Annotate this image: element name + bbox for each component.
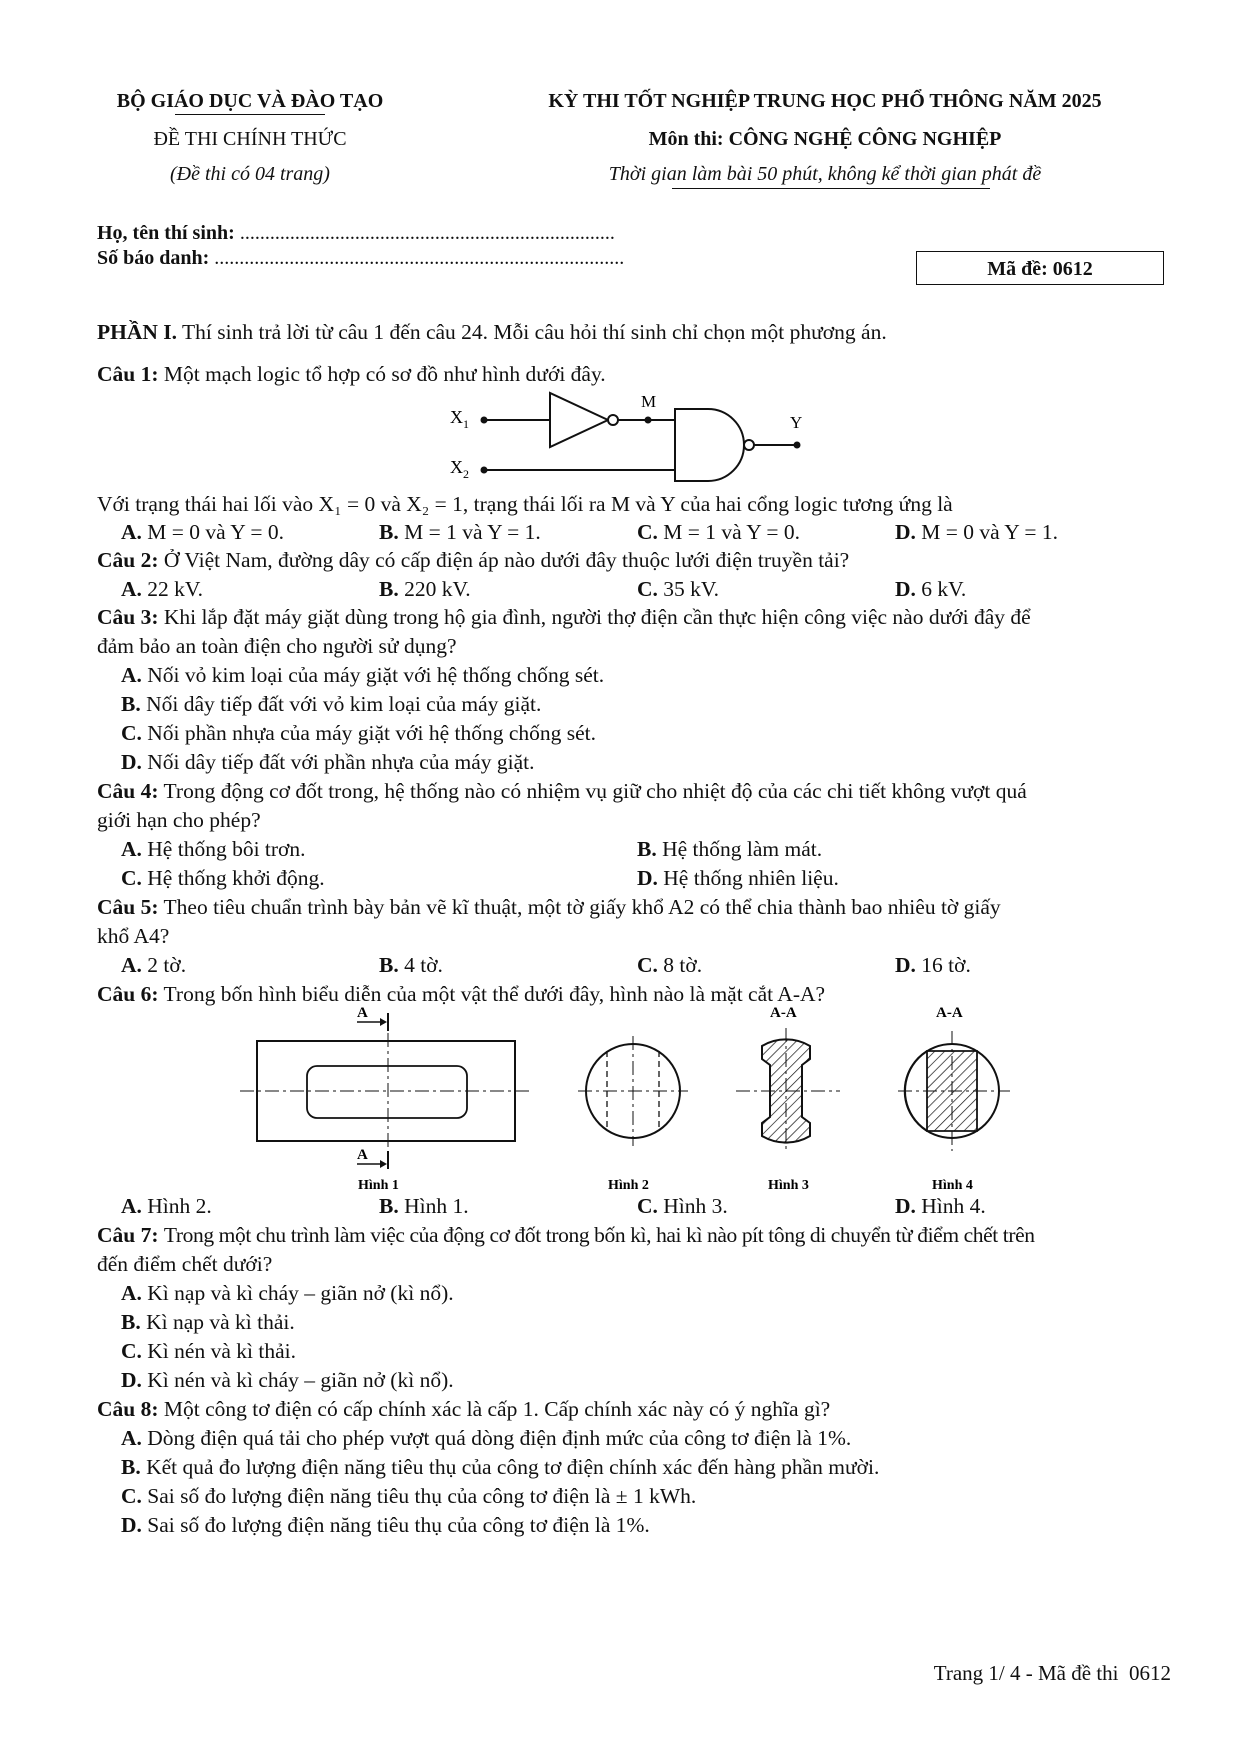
q5-option-b[interactable]: B. 4 tờ. — [379, 953, 443, 977]
q7-option-b[interactable]: B. Kì nạp và kì thải. — [121, 1310, 295, 1334]
candidate-id-label: Số báo danh: — [97, 247, 210, 269]
fig4-caption: Hình 4 — [932, 1178, 973, 1193]
ministry-underline — [175, 114, 325, 115]
q3-option-d[interactable]: D. Nối dây tiếp đất với phần nhựa của máy giặt. — [121, 750, 535, 774]
q6-option-c[interactable]: C. Hình 3. — [637, 1194, 728, 1218]
subject-line — [505, 128, 1145, 151]
q5-text: Theo tiêu chuẩn trình bày bản vẽ kĩ thuật, một tờ giấy khổ A2 có thể chia thành bao nhiêu tờ giấy — [163, 895, 1001, 919]
q4-stem-2: giới hạn cho phép? — [97, 808, 261, 832]
q6-text: Trong bốn hình biểu diễn của một vật thể dưới đây, hình nào là mặt cắt A-A? — [163, 982, 826, 1006]
y-label: Y — [790, 413, 803, 432]
q2-option-b[interactable]: B. 220 kV. — [379, 577, 471, 601]
q5-option-d[interactable]: D. 16 tờ. — [895, 953, 971, 977]
q8-option-b[interactable]: B. Kết quả đo lượng điện năng tiêu thụ của công tơ điện chính xác đến hàng phần mười. — [121, 1455, 880, 1479]
q6-number: Câu 6: — [97, 982, 159, 1006]
nand-bubble — [744, 440, 754, 450]
q8-option-a[interactable]: A. Dòng điện quá tải cho phép vượt quá dòng điện định mức của công tơ điện là 1%. — [121, 1426, 852, 1450]
subject-name: CÔNG NGHỆ CÔNG NGHIỆP — [728, 128, 1002, 150]
q1-stem — [97, 362, 606, 387]
q3-option-a[interactable]: A. Nối vỏ kim loại của máy giặt với hệ thống chống sét. — [121, 663, 605, 687]
q4-number: Câu 4: — [97, 779, 159, 803]
figure-1 — [240, 1005, 530, 1169]
q5-option-c[interactable]: C. 8 tờ. — [637, 953, 703, 977]
q2-text: Ở Việt Nam, đường dây có cấp điện áp nào dưới đây thuộc lưới điện truyền tải? — [163, 548, 850, 572]
q2-number: Câu 2: — [97, 548, 159, 572]
q5-stem — [97, 895, 1001, 920]
q7-stem-2: đến điểm chết dưới? — [97, 1252, 273, 1276]
q1-option-a[interactable]: A. M = 0 và Y = 0. — [121, 520, 284, 544]
x1-label: $X_1$ — [450, 407, 469, 431]
cut-label-top: A — [357, 1005, 368, 1021]
q7-stem — [97, 1223, 1035, 1248]
fig2-caption: Hình 2 — [608, 1178, 649, 1193]
part1-text: Thí sinh trả lời từ câu 1 đến câu 24. Mỗi câu hỏi thí sinh chỉ chọn một phương án. — [182, 320, 887, 344]
q1-option-d[interactable]: D. M = 0 và Y = 1. — [895, 520, 1058, 544]
q4-stem — [97, 779, 1027, 804]
q3-option-b[interactable]: B. Nối dây tiếp đất với vỏ kim loại của máy giặt. — [121, 692, 542, 716]
exam-code-value: 0612 — [1052, 258, 1093, 280]
cut-label-bottom: A — [357, 1147, 368, 1163]
nand-gate — [675, 409, 744, 481]
q1-option-c[interactable]: C. M = 1 và Y = 0. — [637, 520, 800, 544]
q3-option-c[interactable]: C. Nối phần nhựa của máy giặt với hệ thống chống sét. — [121, 721, 597, 745]
part1-title: PHẦN I. — [97, 320, 178, 344]
time-underline — [672, 188, 990, 189]
candidate-name-label: Họ, tên thí sinh: — [97, 222, 235, 244]
q2-option-c[interactable]: C. 35 kV. — [637, 577, 720, 601]
q6-option-d[interactable]: D. Hình 4. — [895, 1194, 986, 1218]
q1-stem-2: Với trạng thái hai lối vào X₁ = 0 và X₂ = 1, trạng thái lối ra M và Y của hai cổng logic tương ứng là — [97, 492, 953, 516]
page-count-note: (Đề thi có 04 trang) — [170, 163, 330, 185]
page-footer: Trang 1/ 4 - Mã đề thi 0612 — [933, 1661, 1171, 1685]
x2-label: $X_2$ — [450, 457, 469, 481]
fig1-caption: Hình 1 — [358, 1178, 399, 1193]
q3-number: Câu 3: — [97, 605, 159, 629]
time-note: Thời gian làm bài 50 phút, không kể thời gian phát đề — [608, 163, 1042, 185]
q7-text: Trong một chu trình làm việc của động cơ đốt trong bốn kì, hai kì nào pít tông di chuyển từ điểm chết trên — [163, 1223, 1035, 1247]
subject-label: Môn thi: — [648, 128, 724, 150]
figure-4 — [898, 1005, 1010, 1151]
section-label-fig3: A-A — [770, 1005, 797, 1021]
figure-2 — [578, 1036, 688, 1146]
candidate-name-line — [97, 222, 615, 245]
q2-stem — [97, 548, 849, 573]
exam-code-box — [916, 251, 1164, 285]
section-view-figures — [240, 1003, 1030, 1193]
logic-circuit-diagram — [440, 385, 820, 485]
fig3-caption: Hình 3 — [768, 1178, 809, 1193]
ministry-name: BỘ GIÁO DỤC VÀ ĐÀO TẠO — [116, 90, 384, 112]
q4-option-a[interactable]: A. Hệ thống bôi trơn. — [121, 837, 306, 861]
not-gate — [550, 393, 608, 447]
q4-option-d[interactable]: D. Hệ thống nhiên liệu. — [637, 866, 839, 890]
q6-option-a[interactable]: A. Hình 2. — [121, 1194, 212, 1218]
q8-stem — [97, 1397, 830, 1422]
q8-number: Câu 8: — [97, 1397, 159, 1421]
candidate-id-field[interactable]: .................................................................................. — [214, 247, 625, 269]
q6-option-b[interactable]: B. Hình 1. — [379, 1194, 469, 1218]
q4-option-c[interactable]: C. Hệ thống khởi động. — [121, 866, 325, 890]
q3-stem-2: đảm bảo an toàn điện cho người sử dụng? — [97, 634, 457, 658]
q1-text: Một mạch logic tổ hợp có sơ đồ như hình dưới đây. — [163, 362, 606, 386]
q1-number: Câu 1: — [97, 362, 159, 386]
candidate-name-field[interactable]: ........................................................................... — [239, 222, 615, 244]
q2-option-d[interactable]: D. 6 kV. — [895, 577, 967, 601]
q5-number: Câu 5: — [97, 895, 159, 919]
q5-option-a[interactable]: A. 2 tờ. — [121, 953, 187, 977]
q7-number: Câu 7: — [97, 1223, 159, 1247]
q5-stem-2: khổ A4? — [97, 924, 170, 948]
q3-text: Khi lắp đặt máy giặt dùng trong hộ gia đình, người thợ điện cần thực hiện công việc nào dưới đây để — [163, 605, 1031, 629]
section-label-fig4: A-A — [936, 1005, 963, 1021]
part1-instructions — [97, 320, 887, 345]
q2-option-a[interactable]: A. 22 kV. — [121, 577, 204, 601]
q7-option-c[interactable]: C. Kì nén và kì thải. — [121, 1339, 296, 1363]
q4-text: Trong động cơ đốt trong, hệ thống nào có nhiệm vụ giữ cho nhiệt độ của các chi tiết không vượt quá — [163, 779, 1027, 803]
figure-3 — [736, 1005, 840, 1153]
exam-title: KỲ THI TỐT NGHIỆP TRUNG HỌC PHỔ THÔNG NĂM 2025 — [548, 90, 1102, 112]
q7-option-a[interactable]: A. Kì nạp và kì cháy – giãn nở (kì nổ). — [121, 1281, 454, 1305]
q7-option-d[interactable]: D. Kì nén và kì cháy – giãn nở (kì nổ). — [121, 1368, 454, 1392]
not-bubble — [608, 415, 618, 425]
q3-stem — [97, 605, 1031, 630]
q8-option-d[interactable]: D. Sai số đo lượng điện năng tiêu thụ của công tơ điện là 1%. — [121, 1513, 650, 1537]
q8-option-c[interactable]: C. Sai số đo lượng điện năng tiêu thụ của công tơ điện là ± 1 kWh. — [121, 1484, 697, 1508]
q8-text: Một công tơ điện có cấp chính xác là cấp 1. Cấp chính xác này có ý nghĩa gì? — [163, 1397, 831, 1421]
m-label: M — [641, 392, 657, 411]
q1-option-b[interactable]: B. M = 1 và Y = 1. — [379, 520, 541, 544]
q4-option-b[interactable]: B. Hệ thống làm mát. — [637, 837, 823, 861]
y-node — [794, 442, 801, 449]
official-label: ĐỀ THI CHÍNH THỨC — [153, 128, 347, 150]
m-node — [645, 417, 652, 424]
exam-code-label: Mã đề: — [987, 258, 1048, 280]
candidate-id-line — [97, 247, 624, 270]
